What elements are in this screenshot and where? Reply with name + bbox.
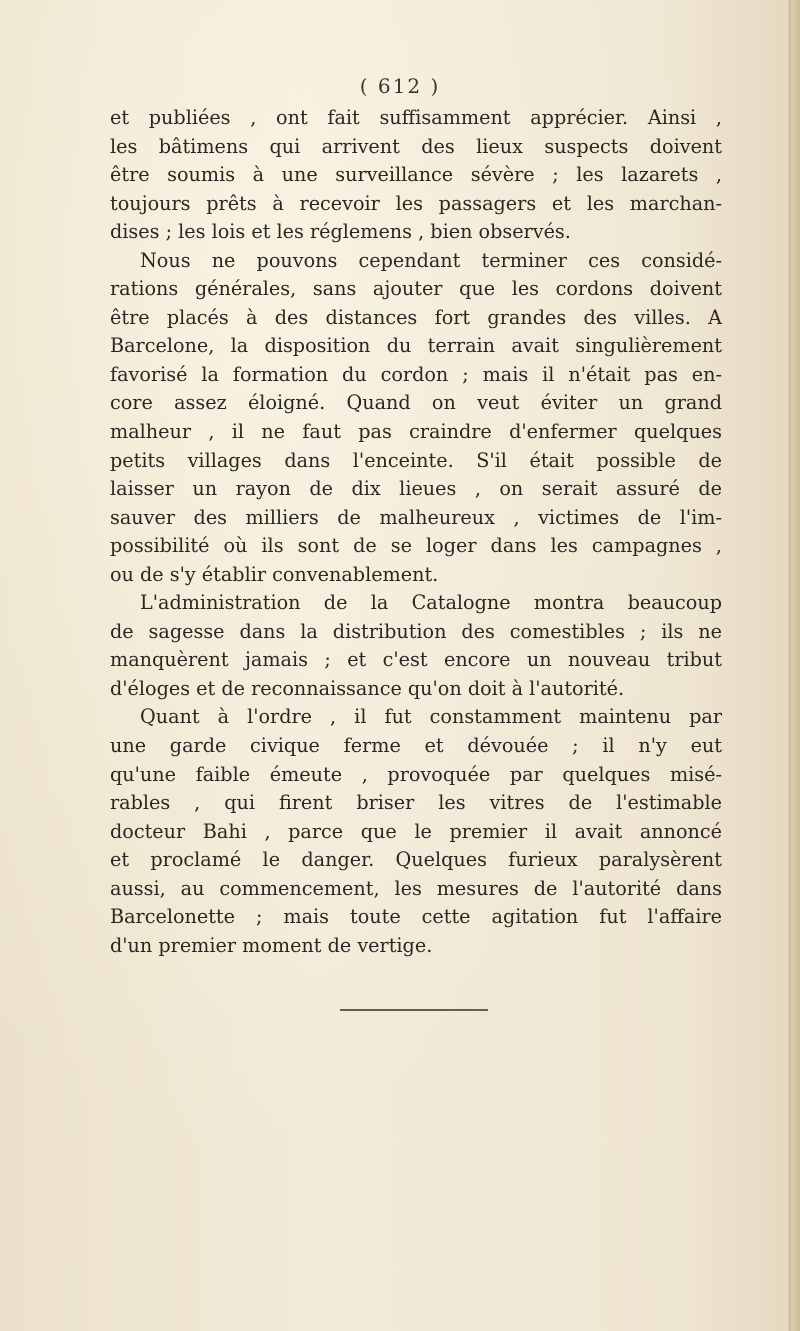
text-line: laisser un rayon de dix lieues , on serait assuré de bbox=[110, 477, 722, 501]
section-divider-rule bbox=[340, 1009, 488, 1011]
text-line: Barcelone, la disposition du terrain avait singulièrement bbox=[110, 334, 722, 358]
text-line: favorisé la formation du cordon ; mais il n'était pas en- bbox=[110, 362, 722, 386]
paragraph-start-line: Nous ne pouvons cependant terminer ces considé- bbox=[140, 248, 722, 272]
text-line: rables , qui firent briser les vitres de l'estimable bbox=[110, 791, 722, 815]
text-line: possibilité où ils sont de se loger dans les campagnes , bbox=[110, 534, 722, 558]
text-line: être soumis à une surveillance sévère ; les lazarets , bbox=[110, 163, 722, 187]
text-line: sauver des milliers de malheureux , victimes de l'im- bbox=[110, 505, 722, 529]
text-line: une garde civique ferme et dévouée ; il n'y eut bbox=[110, 734, 722, 758]
text-line: Barcelonette ; mais toute cette agitation fut l'affaire bbox=[110, 905, 722, 929]
text-line: aussi, au commencement, les mesures de l'autorité dans bbox=[110, 876, 722, 900]
text-line: ou de s'y établir convenablement. bbox=[110, 562, 439, 586]
text-line: être placés à des distances fort grandes des villes. A bbox=[110, 305, 722, 329]
text-line: petits villages dans l'enceinte. S'il était possible de bbox=[110, 448, 722, 472]
text-line: rations générales, sans ajouter que les cordons doivent bbox=[110, 277, 722, 301]
page-number: ( 612 ) bbox=[359, 74, 441, 98]
text-line: d'un premier moment de vertige. bbox=[110, 933, 433, 957]
page-edge-line bbox=[789, 0, 791, 1331]
text-line: dises ; les lois et les réglemens , bien observés. bbox=[110, 220, 571, 244]
paragraph-start-line: L'administration de la Catalogne montra beaucoup bbox=[140, 591, 722, 615]
text-line: les bâtimens qui arrivent des lieux suspects doivent bbox=[110, 134, 722, 158]
text-line: malheur , il ne faut pas craindre d'enfermer quelques bbox=[110, 420, 722, 444]
text-line: core assez éloigné. Quand on veut éviter un grand bbox=[110, 391, 722, 415]
text-line: docteur Bahi , parce que le premier il avait annoncé bbox=[110, 819, 722, 843]
text-line: et proclamé le danger. Quelques furieux paralysèrent bbox=[110, 848, 722, 872]
text-line: d'éloges et de reconnaissance qu'on doit à l'autorité. bbox=[110, 676, 625, 700]
text-line: de sagesse dans la distribution des comestibles ; ils ne bbox=[110, 619, 722, 643]
text-line: toujours prêts à recevoir les passagers et les marchan- bbox=[110, 191, 722, 215]
text-line: qu'une faible émeute , provoquée par quelques misé- bbox=[110, 762, 722, 786]
body-text bbox=[110, 104, 722, 960]
text-line: et publiées , ont fait suffisamment apprécier. Ainsi , bbox=[110, 106, 722, 129]
paragraph-start-line: Quant à l'ordre , il fut constamment maintenu par bbox=[140, 705, 722, 729]
text-line: manquèrent jamais ; et c'est encore un nouveau tribut bbox=[110, 648, 722, 672]
